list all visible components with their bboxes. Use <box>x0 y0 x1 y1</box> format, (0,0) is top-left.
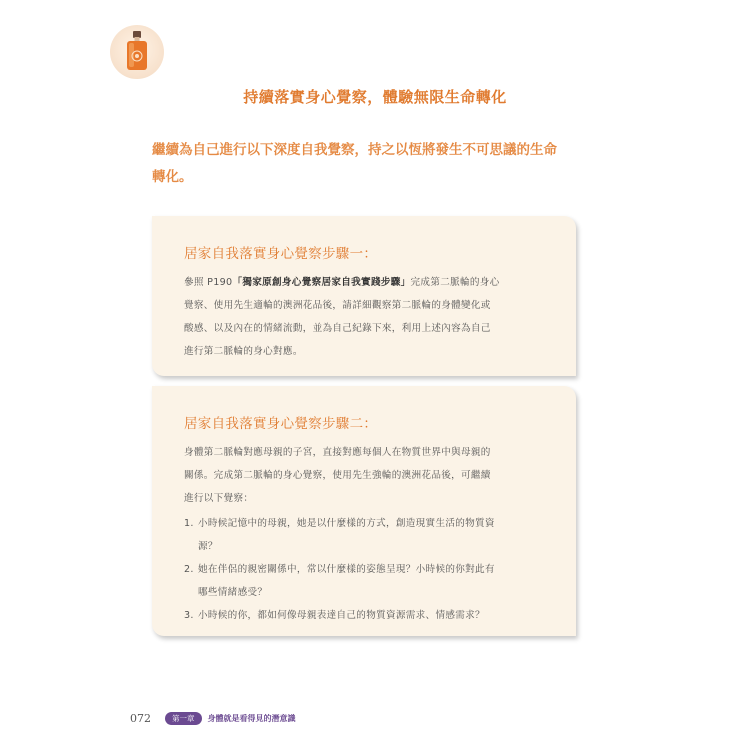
list-item-number: 1. <box>184 518 194 529</box>
page-number: 072 <box>130 711 151 725</box>
page-title: 持續落實身心覺察，體驗無限生命轉化 <box>243 88 507 106</box>
step-two-heading: 居家自我落實身心覺察步驟二： <box>184 416 378 432</box>
step-one-card <box>152 216 576 376</box>
step-two-line: 進行以下覺察： <box>184 493 254 504</box>
step-one-line: 覺察、使用先生適輪的澳洲花品後，請詳細觀察第二脈輪的身體變化或 <box>184 300 491 311</box>
step-one-reference: 參照 P190 <box>184 277 233 288</box>
step-one-line: 酸感、以及內在的情緒流動，並為自己紀錄下來，利用上述內容為自己 <box>184 323 491 334</box>
chapter-badge: 第一章 <box>165 712 202 725</box>
list-item-text: 小時候記憶中的母親，她是以什麼樣的方式，創造現實生活的物質資 <box>198 518 495 529</box>
intro-paragraph <box>152 137 582 191</box>
list-item <box>184 604 554 627</box>
step-one-line-rest: 完成第二脈輪的身心 <box>410 277 500 288</box>
step-one-heading: 居家自我落實身心覺察步驟一： <box>184 246 378 262</box>
reflection-list <box>184 512 554 627</box>
intro-line: 轉化。 <box>152 169 193 185</box>
step-one-bold-reference: 「獨家原創身心覺察居家自我實踐步驟」 <box>232 277 411 288</box>
step-two-card <box>152 386 576 636</box>
essential-oil-bottle-icon <box>110 25 164 79</box>
list-item-text: 源？ <box>198 541 218 552</box>
list-item-number: 3. <box>184 610 194 621</box>
list-item-text: 她在伴侶的親密關係中，常以什麼樣的姿態呈現？小時候的你對此有 <box>198 564 495 575</box>
list-item <box>184 512 554 558</box>
step-two-body <box>184 441 554 510</box>
chapter-title: 身體就是看得見的潛意識 <box>207 712 296 723</box>
step-two-line: 身體第二脈輪對應母親的子宮，直接對應每個人在物質世界中與母親的 <box>184 447 491 458</box>
list-item-number: 2. <box>184 564 194 575</box>
intro-line: 繼續為自己進行以下深度自我覺察，持之以恆將發生不可思議的生命 <box>152 142 557 158</box>
step-two-line: 關係。完成第二脈輪的身心覺察，使用先生強輪的澳洲花品後，可繼續 <box>184 470 491 481</box>
list-item-text: 小時候的你，都如何像母親表達自己的物質資源需求、情感需求？ <box>198 610 485 621</box>
step-one-line: 進行第二脈輪的身心對應。 <box>184 346 303 357</box>
page-footer <box>130 709 296 727</box>
step-one-body <box>184 271 554 363</box>
list-item <box>184 558 554 604</box>
step-one-line <box>184 271 554 294</box>
list-item-text: 哪些情緒感受？ <box>198 587 268 598</box>
